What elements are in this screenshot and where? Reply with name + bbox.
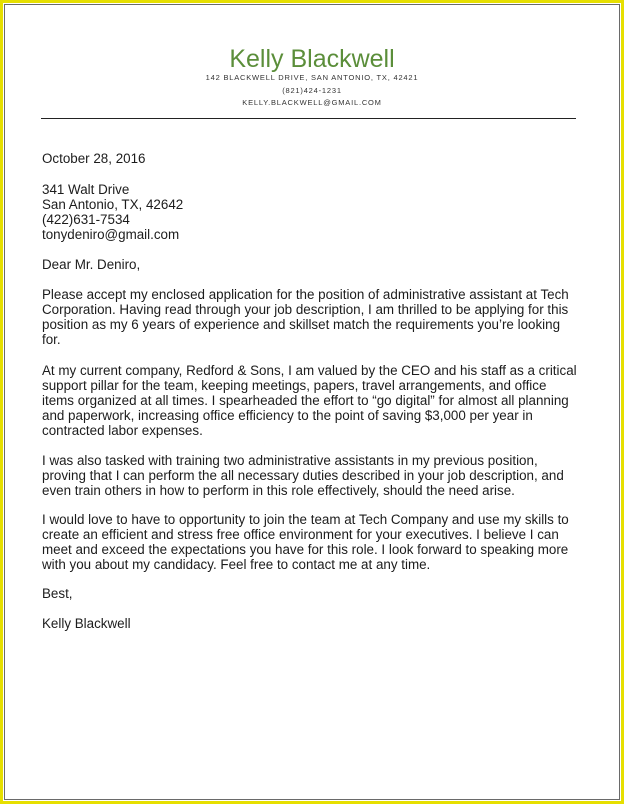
body-paragraph-1: Please accept my enclosed application for the position of administrative assistant at Tech Corporation. Having read through your job description, I am thrilled to be applying for this position as my 6 years of experience and skillset match the requirements you’re looking for. (42, 287, 569, 347)
letter-date: October 28, 2016 (42, 151, 146, 166)
body-paragraph-3: I was also tasked with training two administrative assistants in my previous position, proving that I can perform the all necessary duties described in your job description, and even train others in how to perform in this role effectively, should the need arise. (42, 453, 564, 498)
header-divider (41, 118, 576, 119)
recipient-block (42, 182, 582, 242)
sender-address: 142 BLACKWELL DRIVE, SAN ANTONIO, TX, 42421 (205, 73, 419, 82)
signature: Kelly Blackwell (42, 616, 131, 631)
greeting: Dear Mr. Deniro, (42, 257, 141, 272)
sender-name: Kelly Blackwell (229, 45, 395, 73)
closing: Best, (42, 586, 73, 601)
recipient-city: San Antonio, TX, 42642 (42, 197, 184, 212)
body-paragraph-4: I would love to have to opportunity to join the team at Tech Company and use my skills to create an efficient and stress free office environment for your executives. I believe I can meet and exceed the expectations you have for this role. I look forward to speaking more with you about my candidacy. Feel free to contact me at any time. (42, 512, 569, 572)
recipient-email: tonydeniro@gmail.com (42, 227, 180, 242)
recipient-phone: (422)631-7534 (42, 212, 130, 227)
body-paragraph-2: At my current company, Redford & Sons, I am valued by the CEO and his staff as a critical support pillar for the team, keeping meetings, papers, travel arrangements, and office items organized at all times. I spearheaded the effort to “go digital” for almost all planning and paperwork, increasing office efficiency to the point of saving $3,000 per year in contracted labor expenses. (42, 363, 577, 438)
sender-email: KELLY.BLACKWELL@GMAIL.COM (242, 98, 382, 107)
sender-phone: (821)424-1231 (282, 86, 342, 95)
recipient-street: 341 Walt Drive (42, 182, 130, 197)
